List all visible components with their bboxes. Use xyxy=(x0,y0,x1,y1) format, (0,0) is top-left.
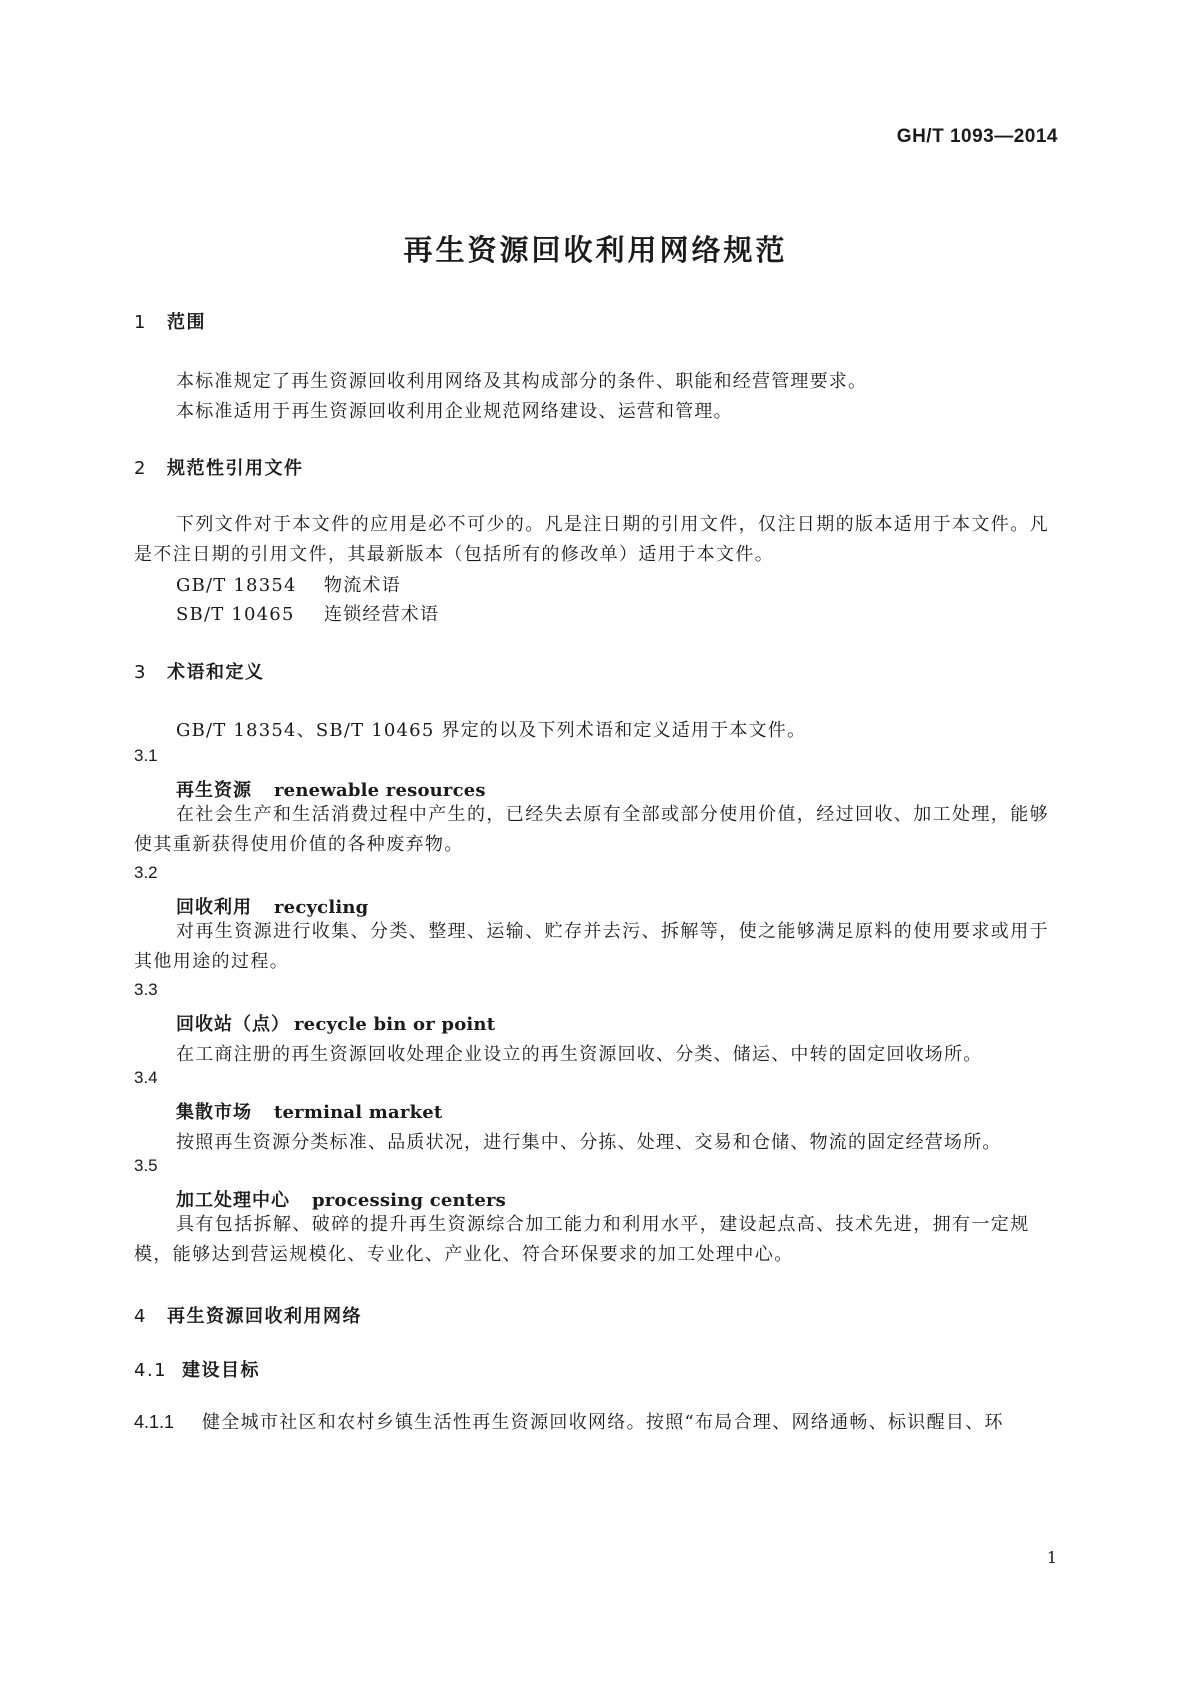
term-heading xyxy=(176,776,486,802)
term-zh: 回收利用 xyxy=(176,897,252,918)
term-heading xyxy=(176,893,368,919)
section-number: 3 xyxy=(134,662,147,683)
term-heading xyxy=(176,1098,442,1124)
term-number: 3.2 xyxy=(134,863,158,882)
term-definition: 在社会生产和生活消费过程中产生的，已经失去原有全部或部分使用价值，经过回收、加工处理，能够使其重新获得使用价值的各种废弃物。 xyxy=(134,804,1049,855)
subsection-number: 4.1 xyxy=(134,1360,168,1381)
clause-text: 健全城市社区和农村乡镇生活性再生资源回收网络。按照“布局合理、网络通畅、标识醒目、环 xyxy=(202,1412,1004,1433)
term-heading xyxy=(176,1010,495,1036)
section-3-heading xyxy=(134,658,265,684)
section-title: 规范性引用文件 xyxy=(167,458,304,479)
clause-number: 4.1.1 xyxy=(134,1412,175,1432)
section-number: 4 xyxy=(134,1306,147,1327)
standard-code: GH/T 1093—2014 xyxy=(896,126,1058,147)
subsection-4-1-heading xyxy=(134,1356,260,1382)
term-en: processing centers xyxy=(312,1190,507,1211)
term-en: recycle bin or point xyxy=(294,1014,496,1035)
reference-item xyxy=(176,571,401,597)
reference-name: 物流术语 xyxy=(324,575,401,596)
paragraph: 下列文件对于本文件的应用是必不可少的。凡是注日期的引用文件，仅注日期的版本适用于本文件。凡是不注日期的引用文件，其最新版本（包括所有的修改单）适用于本文件。 xyxy=(134,514,1049,565)
paragraph: 本标准适用于再生资源回收利用企业规范网络建设、运营和管理。 xyxy=(176,401,733,422)
section-title: 再生资源回收利用网络 xyxy=(167,1306,362,1327)
section-4-heading xyxy=(134,1302,362,1328)
term-definition: 具有包括拆解、破碎的提升再生资源综合加工能力和利用水平，建设起点高、技术先进，拥有一定规模，能够达到营运规模化、专业化、产业化、符合环保要求的加工处理中心。 xyxy=(134,1214,1030,1265)
document-title: 再生资源回收利用网络规范 xyxy=(403,233,788,267)
reference-code: SB/T 10465 xyxy=(176,604,295,625)
term-en: renewable resources xyxy=(274,780,486,801)
section-2-heading xyxy=(134,454,304,480)
paragraph: 本标准规定了再生资源回收利用网络及其构成部分的条件、职能和经营管理要求。 xyxy=(176,371,868,392)
section-number: 2 xyxy=(134,458,147,479)
term-number: 3.1 xyxy=(134,746,158,765)
reference-item xyxy=(176,600,439,626)
section-number: 1 xyxy=(134,312,147,333)
term-number: 3.3 xyxy=(134,980,158,999)
page-number: 1 xyxy=(1046,1548,1057,1567)
reference-code: GB/T 18354 xyxy=(176,575,297,596)
term-definition: 按照再生资源分类标准、品质状况，进行集中、分拣、处理、交易和仓储、物流的固定经营场所。 xyxy=(176,1132,1002,1153)
section-title: 范围 xyxy=(167,312,206,333)
term-en: recycling xyxy=(274,897,369,918)
section-title: 术语和定义 xyxy=(167,662,265,683)
reference-name: 连锁经营术语 xyxy=(324,604,440,625)
section-1-heading xyxy=(134,308,206,334)
term-heading xyxy=(176,1186,506,1212)
term-number: 3.5 xyxy=(134,1156,158,1175)
term-zh: 集散市场 xyxy=(176,1102,252,1123)
paragraph: GB/T 18354、SB/T 10465 界定的以及下列术语和定义适用于本文件。 xyxy=(176,720,807,741)
term-definition: 在工商注册的再生资源回收处理企业设立的再生资源回收、分类、储运、中转的固定回收场所。 xyxy=(176,1044,983,1065)
term-zh: 再生资源 xyxy=(176,780,252,801)
subsection-title: 建设目标 xyxy=(182,1360,260,1381)
term-definition: 对再生资源进行收集、分类、整理、运输、贮存并去污、拆解等，使之能够满足原料的使用要求或用于其他用途的过程。 xyxy=(134,921,1049,972)
term-en: terminal market xyxy=(274,1102,443,1123)
clause-4-1-1 xyxy=(134,1408,1004,1434)
term-number: 3.4 xyxy=(134,1068,158,1087)
term-zh: 回收站（点） xyxy=(176,1014,290,1035)
term-zh: 加工处理中心 xyxy=(176,1190,290,1211)
